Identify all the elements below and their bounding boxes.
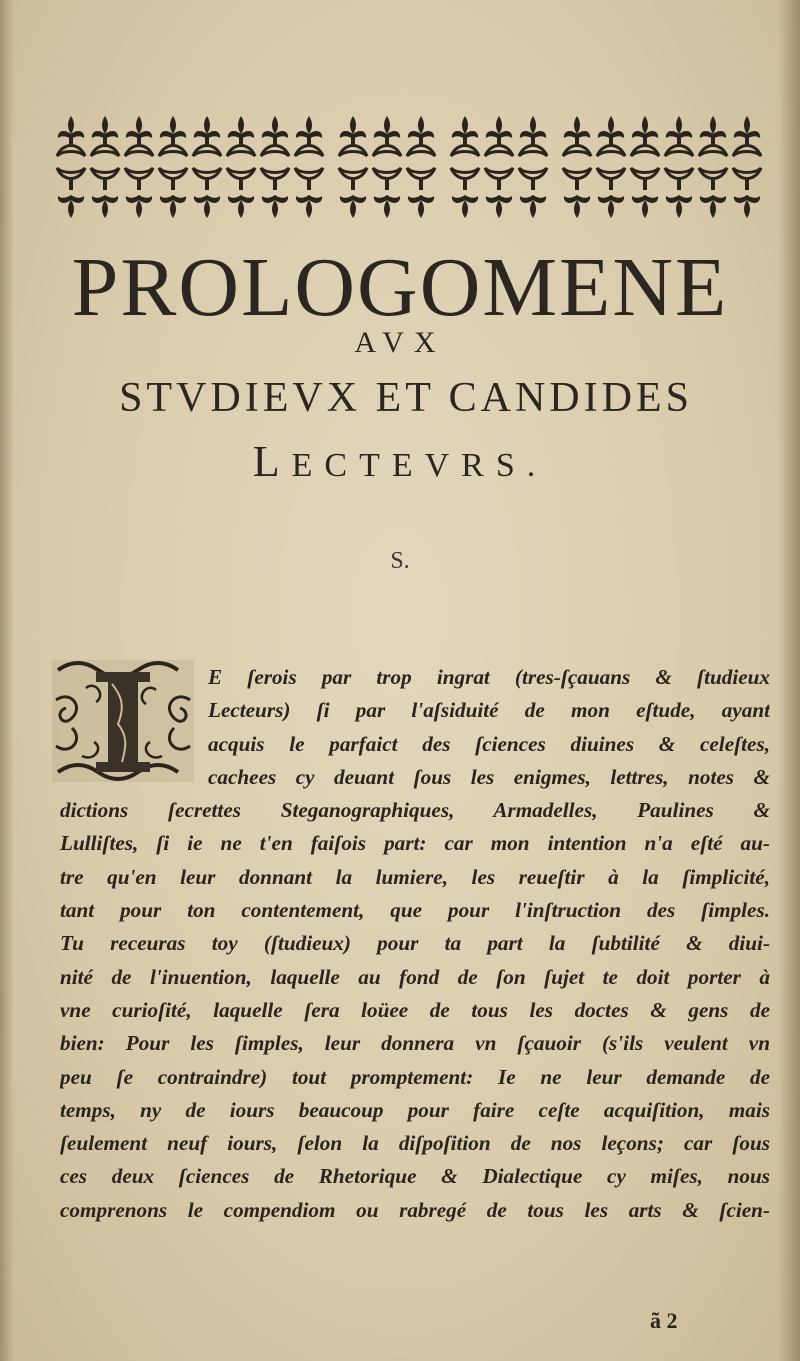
text-line: Tu receuras toy (ſtudieux) pour ta part la ſubtilité & diui-: [60, 931, 770, 956]
text-line: bien: Pour les ſimples, leur donnera vn ſçauoir (s'ils veulent vn: [60, 1031, 770, 1056]
section-mark: S.: [390, 548, 410, 574]
text-line: E ſerois par trop ingrat (tres-ſçauans & ſtudieux: [208, 665, 770, 689]
text-line: cachees cy deuant ſous les enigmes, lettres, notes &: [208, 764, 770, 789]
text-line: temps, ny de iours beaucoup pour faire ceſte acquiſition, mais: [60, 1097, 770, 1122]
subtitle-lecteurs-rest: ECTEVRS.: [291, 447, 548, 484]
prologue-body-text: [60, 661, 770, 1227]
text-line: nité de l'inuention, laquelle au fond de ſon ſujet te doit porter à: [60, 964, 770, 989]
text-line: dictions ſecrettes Steganographiques, Armadelles, Paulines &: [60, 798, 770, 823]
text-line: Lulliſtes, ſi ie ne t'en faiſois part: car mon intention n'a eſté au-: [60, 831, 770, 856]
text-line: peu ſe contraindre) tout promptement: Ie ne leur demande de: [60, 1064, 770, 1089]
subtitle-lecteurs-initial: L: [252, 437, 292, 486]
text-line: tre qu'en leur donnant la lumiere, les reueſtir à la ſimplicité,: [60, 864, 770, 889]
fleuron-border-ornament: [55, 112, 767, 222]
signature-mark: ã 2: [650, 1308, 678, 1333]
text-line: ſeulement neuf iours, ſelon la diſpoſition de nos leçons; car ſous: [60, 1131, 770, 1156]
subtitle-lecteurs: [0, 436, 800, 487]
text-line: tant pour ton contentement, que pour l'inſtruction des ſimples.: [60, 898, 770, 923]
text-line: vne curioſité, laquelle ſera loüee de tous les doctes & gens de: [60, 997, 770, 1022]
page-title: PROLOGOMENE: [71, 241, 729, 334]
subtitle-studieux: STVDIEVX ET CANDIDES: [119, 375, 693, 421]
text-line: acquis le parfaict des ſciences diuines & celeſtes,: [208, 731, 770, 756]
text-line: Lecteurs) ſi par l'aſsiduité de mon eſtude, ayant: [208, 698, 770, 723]
text-line: ces deux ſciences de Rhetorique & Dialectique cy miſes, nous: [60, 1164, 770, 1189]
text-line: comprenons le compendiom ou rabregé de tous les arts & ſcien-: [60, 1197, 770, 1222]
subtitle-aux: AVX: [354, 326, 446, 359]
